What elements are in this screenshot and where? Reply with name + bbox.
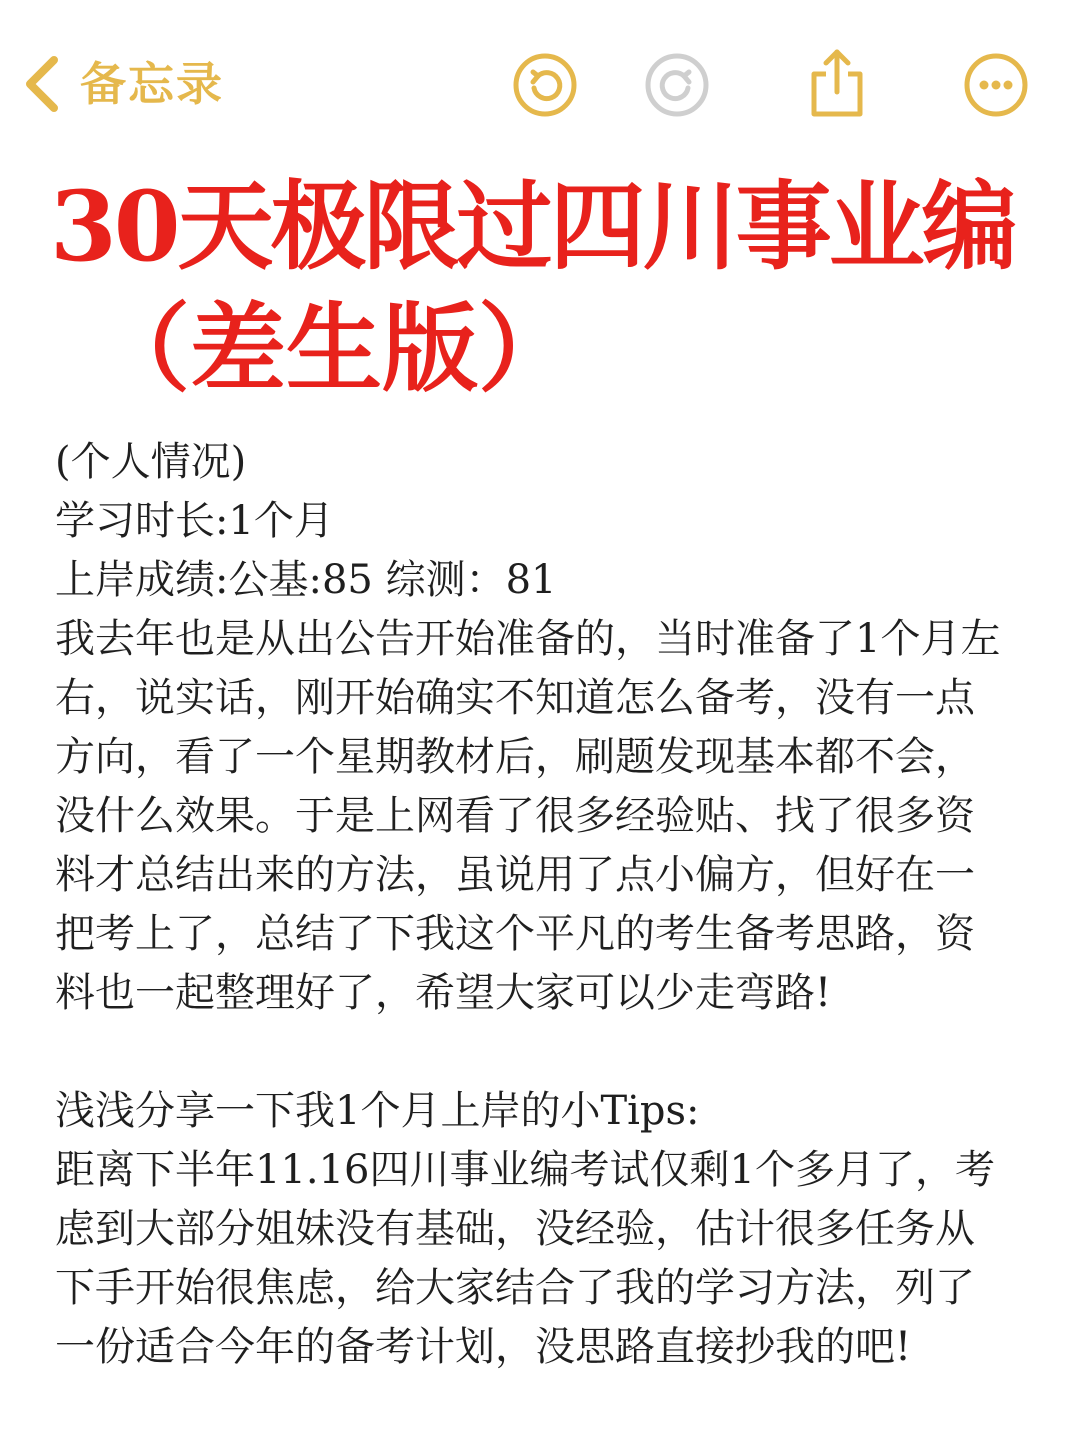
note-body-line: 一份适合今年的备考计划，没思路直接抄我的吧! (55, 1324, 912, 1370)
note-body-line: 右，说实话，刚开始确实不知道怎么备考，没有一点 (55, 675, 975, 721)
note-body-line: 浅浅分享一下我1个月上岸的小Tips: (55, 1088, 700, 1134)
note-body-line: 学习时长:1个月 (55, 498, 334, 544)
note-body-line: 没什么效果。于是上网看了很多经验贴、找了很多资 (55, 793, 975, 839)
note-body-line: 虑到大部分姐妹没有基础，没经验，估计很多任务从 (55, 1206, 975, 1252)
note-title-line1: 30天极限过四川事业编 (50, 170, 1015, 283)
share-button[interactable] (804, 44, 870, 120)
redo-button[interactable] (644, 52, 710, 118)
note-body-line: 方向，看了一个星期教材后，刷题发现基本都不会， (55, 734, 975, 780)
more-button[interactable] (963, 52, 1029, 118)
note-title-line2: （差生版） (94, 292, 574, 405)
more-icon (963, 52, 1029, 118)
share-icon (804, 44, 870, 120)
undo-icon (512, 52, 578, 118)
notes-toolbar (0, 0, 1080, 160)
note-body-line: 我去年也是从出公告开始准备的，当时准备了1个月左 (55, 616, 1001, 662)
note-body-line: 料才总结出来的方法，虽说用了点小偏方，但好在一 (55, 852, 975, 898)
chevron-left-icon (22, 54, 62, 114)
note-body-line: 距离下半年11.16四川事业编考试仅剩1个多月了，考 (55, 1147, 995, 1193)
note-body-line: 上岸成绩:公基:85 综测：81 (55, 557, 557, 603)
back-button[interactable] (22, 52, 224, 116)
note-body-line: 下手开始很焦虑，给大家结合了我的学习方法，列了 (55, 1265, 975, 1311)
back-label: 备忘录 (80, 57, 224, 111)
note-body-line: 料也一起整理好了，希望大家可以少走弯路! (55, 970, 832, 1016)
redo-icon (644, 52, 710, 118)
note-body[interactable] (55, 433, 1035, 1377)
note-body-line: 把考上了，总结了下我这个平凡的考生备考思路，资 (55, 911, 975, 957)
blank-line (55, 1023, 1035, 1082)
note-title (50, 166, 1050, 410)
undo-button[interactable] (512, 52, 578, 118)
note-body-line: (个人情况) (55, 439, 247, 485)
